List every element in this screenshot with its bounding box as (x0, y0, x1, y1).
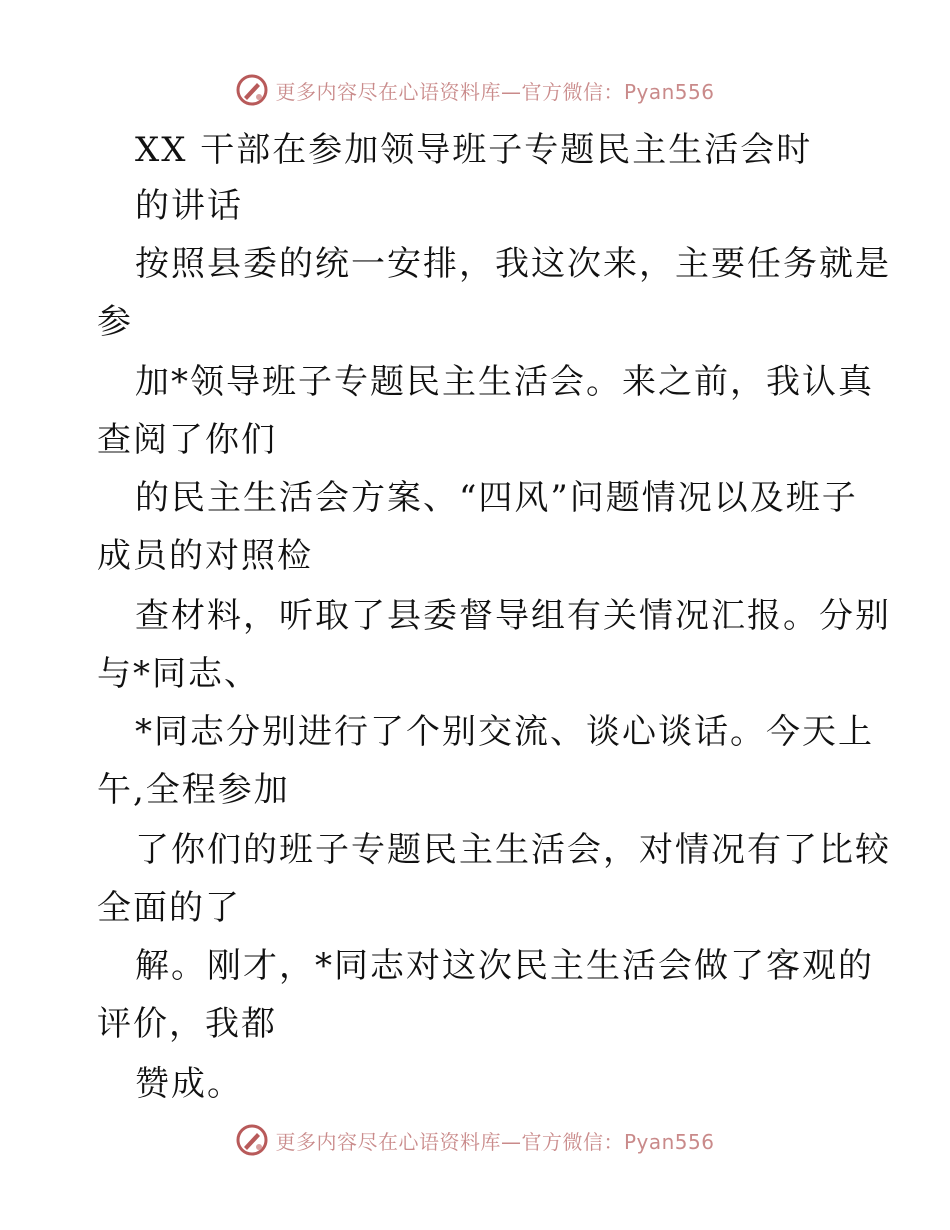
paragraph-line: 的民主生活会方案、“四风”问题情况以及班子 (135, 478, 858, 518)
title-line-1: XX 干部在参加领导班子专题民主生活会时 (135, 130, 813, 170)
paragraph-line: 成员的对照检 (97, 536, 313, 576)
paragraph-line: 午,全程参加 (97, 770, 290, 810)
watermark-text: 更多内容尽在心语资料库—官方微信：Pyan556 (275, 1129, 715, 1154)
paragraph-line: 按照县委的统一安排，我这次来，主要任务就是 (135, 244, 891, 284)
paragraph-line: 查阅了你们 (97, 420, 277, 460)
pen-seal-icon (235, 73, 269, 107)
footer-watermark (0, 1120, 950, 1160)
paragraph-line: 评价，我都 (97, 1004, 277, 1044)
pen-seal-icon (235, 1123, 269, 1157)
watermark-text: 更多内容尽在心语资料库—官方微信：Pyan556 (275, 79, 715, 104)
paragraph-line: 参 (97, 302, 133, 342)
paragraph-line: 与*同志、 (97, 654, 260, 694)
paragraph-line: 查材料，听取了县委督导组有关情况汇报。分别 (135, 596, 891, 636)
paragraph-line: 解。刚才，*同志对这次民主生活会做了客观的 (135, 946, 874, 986)
title-line-2: 的讲话 (135, 186, 243, 226)
paragraph-line: 全面的了 (97, 888, 241, 928)
paragraph-line: *同志分别进行了个别交流、谈心谈话。今天上 (135, 712, 874, 752)
paragraph-line: 了你们的班子专题民主生活会，对情况有了比较 (135, 830, 891, 870)
paragraph-line: 加*领导班子专题民主生活会。来之前，我认真 (135, 362, 874, 402)
paragraph-line: 赞成。 (135, 1064, 243, 1104)
header-watermark (0, 70, 950, 110)
